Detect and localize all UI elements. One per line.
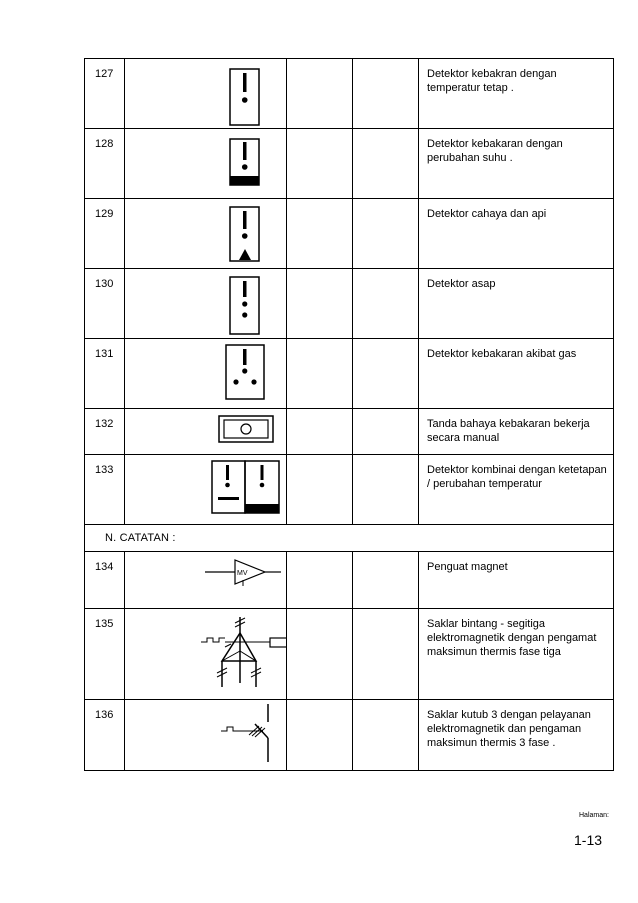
magnetic-amplifier-symbol [125,552,287,608]
symbol-cell [125,609,287,700]
symbol-cell [125,700,287,771]
manual-fire-alarm-symbol [125,409,287,454]
rate-of-rise-detector-symbol [125,129,287,198]
row-number: 131 [85,339,125,409]
empty-cell [353,269,419,339]
table-row [85,455,614,525]
row-number: 128 [85,129,125,199]
table-row [85,552,614,609]
row-number: 130 [85,269,125,339]
row-number: 133 [85,455,125,525]
empty-cell [287,269,353,339]
symbol-cell [125,129,287,199]
empty-cell [287,552,353,609]
empty-cell [353,129,419,199]
empty-cell [353,552,419,609]
row-number: 136 [85,700,125,771]
fixed-temperature-detector-symbol [125,59,287,128]
row-description: Saklar kutub 3 dengan pelayanan elektromagnetik dan pengaman maksimun thermis 3 fase . [419,700,614,771]
empty-cell [353,199,419,269]
row-number: 127 [85,59,125,129]
empty-cell [287,409,353,455]
table-row [85,409,614,455]
row-description: Detektor kebakaran dengan perubahan suhu . [419,129,614,199]
symbol-cell [125,269,287,339]
table-row [85,339,614,409]
symbol-cell [125,552,287,609]
empty-cell [287,59,353,129]
symbol-cell [125,199,287,269]
symbol-cell [125,409,287,455]
table-row [85,609,614,700]
empty-cell [353,455,419,525]
amplifier-label: MV [237,570,248,577]
symbol-cell [125,455,287,525]
empty-cell [353,609,419,700]
symbol-cell [125,339,287,409]
row-description: Tanda bahaya kebakaran bekerja secara manual [419,409,614,455]
star-delta-switch-symbol [125,609,287,699]
table-row [85,199,614,269]
gas-detector-symbol [125,339,287,408]
empty-cell [287,455,353,525]
row-number: 132 [85,409,125,455]
empty-cell [353,409,419,455]
three-pole-switch-symbol [125,700,287,770]
empty-cell [287,609,353,700]
section-row [85,525,614,552]
empty-cell [287,700,353,771]
empty-cell [287,199,353,269]
smoke-detector-symbol [125,269,287,338]
symbol-cell [125,59,287,129]
row-description: Penguat magnet [419,552,614,609]
row-description: Saklar bintang - segitiga elektromagnetik dengan pengamat maksimun thermis fase tiga [419,609,614,700]
row-number: 135 [85,609,125,700]
page-number: 1-13 [574,832,603,848]
row-description: Detektor kombinai dengan ketetapan / perubahan temperatur [419,455,614,525]
row-description: Detektor asap [419,269,614,339]
row-number: 134 [85,552,125,609]
row-number: 129 [85,199,125,269]
flame-detector-symbol [125,199,287,268]
table-row [85,59,614,129]
section-heading: N. CATATAN : [85,525,614,552]
row-description: Detektor cahaya dan api [419,199,614,269]
row-description: Detektor kebakran dengan temperatur tetap . [419,59,614,129]
footer-label: Halaman: [579,812,609,819]
empty-cell [353,700,419,771]
table-row [85,269,614,339]
combination-detector-symbol [125,455,287,524]
row-description: Detektor kebakaran akibat gas [419,339,614,409]
table-row [85,700,614,771]
empty-cell [353,339,419,409]
empty-cell [353,59,419,129]
table-row [85,129,614,199]
symbol-table [84,58,614,771]
empty-cell [287,339,353,409]
empty-cell [287,129,353,199]
